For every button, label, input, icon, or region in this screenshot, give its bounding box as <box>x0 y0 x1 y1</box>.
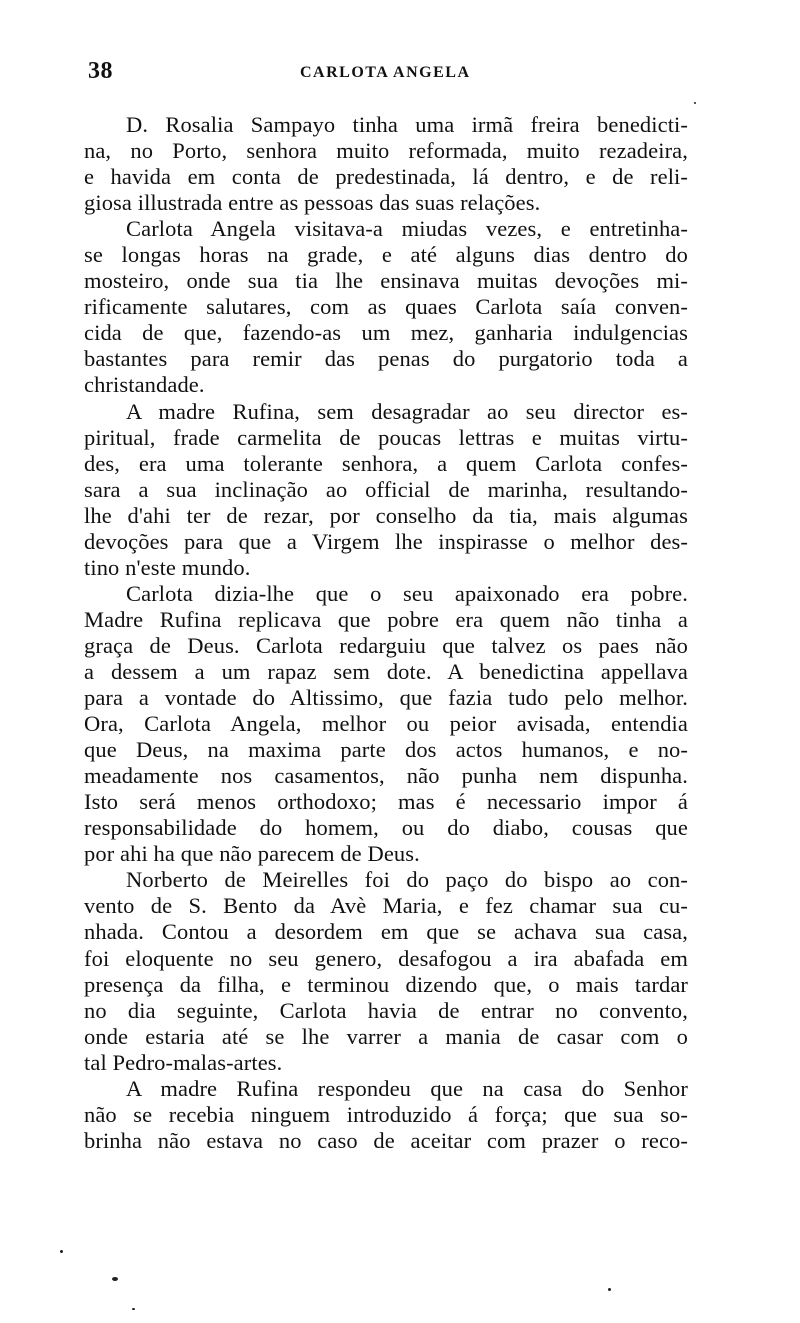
text-line: para a vontade do Altissimo, que fazia tudo pelo melhor. <box>84 685 688 711</box>
text-line: piritual, frade carmelita de poucas lettras e muitas virtu- <box>84 424 688 450</box>
text-line: A madre Rufina respondeu que na casa do Senhor <box>126 1075 688 1101</box>
print-speck <box>112 1277 118 1281</box>
text-line: giosa illustrada entre as pessoas das suas relações. <box>84 190 541 216</box>
text-line: nhada. Contou a desordem em que se achava sua casa, <box>84 919 688 945</box>
text-line: presença da filha, e terminou dizendo que, o mais tardar <box>84 971 688 997</box>
text-line: cida de que, fazendo-as um mez, ganharia indulgencias <box>84 320 688 346</box>
text-line: A madre Rufina, sem desagradar ao seu director es- <box>126 398 688 424</box>
text-line: christandade. <box>84 372 205 398</box>
text-line: Madre Rufina replicava que pobre era quem não tinha a <box>84 606 688 632</box>
page-number: 38 <box>88 58 113 84</box>
text-line: onde estaria até se lhe varrer a mania de casar com o <box>84 1023 688 1049</box>
text-line: se longas horas na grade, e até alguns dias dentro do <box>84 242 688 268</box>
print-speck <box>694 102 696 104</box>
text-line: des, era uma tolerante senhora, a quem Carlota confes- <box>84 450 688 476</box>
text-line: no dia seguinte, Carlota havia de entrar no convento, <box>84 997 688 1023</box>
text-line: bastantes para remir das penas do purgatorio toda a <box>84 346 688 372</box>
text-line: foi eloquente no seu genero, desafogou a ira abafada em <box>84 945 688 971</box>
text-line: graça de Deus. Carlota redarguiu que talvez os paes não <box>84 632 688 658</box>
text-line: mosteiro, onde sua tia lhe ensinava muitas devoções mi- <box>84 268 688 294</box>
print-speck <box>132 1308 135 1310</box>
text-line: D. Rosalia Sampayo tinha uma irmã freira benedicti- <box>126 112 688 137</box>
text-line: rificamente salutares, com as quaes Carlota saía conven- <box>84 294 688 320</box>
print-speck <box>60 1250 63 1253</box>
text-line: que Deus, na maxima parte dos actos humanos, e no- <box>84 737 688 763</box>
text-line: na, no Porto, senhora muito reformada, muito rezadeira, <box>84 138 688 164</box>
page-header <box>88 58 688 90</box>
text-line: Norberto de Meirelles foi do paço do bispo ao con- <box>126 867 688 893</box>
body-text <box>84 112 688 1154</box>
text-line: tal Pedro-malas-artes. <box>84 1049 283 1075</box>
text-line: tino n'este mundo. <box>84 554 251 580</box>
text-line: por ahi ha que não parecem de Deus. <box>84 841 420 867</box>
text-line: Carlota Angela visitava-a miudas vezes, e entretinha- <box>126 216 688 242</box>
text-line: sara a sua inclinação ao official de marinha, resultando- <box>84 476 688 502</box>
text-line: não se recebia ninguem introduzido á força; que sua so- <box>84 1101 688 1127</box>
text-line: Isto será menos orthodoxo; mas é necessario impor á <box>84 789 688 815</box>
running-title: CARLOTA ANGELA <box>300 64 471 81</box>
text-line: Ora, Carlota Angela, melhor ou peior avisada, entendia <box>84 711 688 737</box>
text-line: devoções para que a Virgem lhe inspirasse o melhor des- <box>84 528 688 554</box>
text-line: vento de S. Bento da Avè Maria, e fez chamar sua cu- <box>84 893 688 919</box>
text-line: Carlota dizia-lhe que o seu apaixonado era pobre. <box>126 580 688 606</box>
text-line: responsabilidade do homem, ou do diabo, cousas que <box>84 815 688 841</box>
text-line: e havida em conta de predestinada, lá dentro, e de reli- <box>84 164 688 190</box>
print-speck <box>608 1288 611 1291</box>
text-line: a dessem a um rapaz sem dote. A benedictina appellava <box>84 658 688 684</box>
text-line: lhe d'ahi ter de rezar, por conselho da tia, mais algumas <box>84 502 688 528</box>
text-line: brinha não estava no caso de aceitar com prazer o reco- <box>84 1127 688 1153</box>
text-line: meadamente nos casamentos, não punha nem dispunha. <box>84 763 688 789</box>
